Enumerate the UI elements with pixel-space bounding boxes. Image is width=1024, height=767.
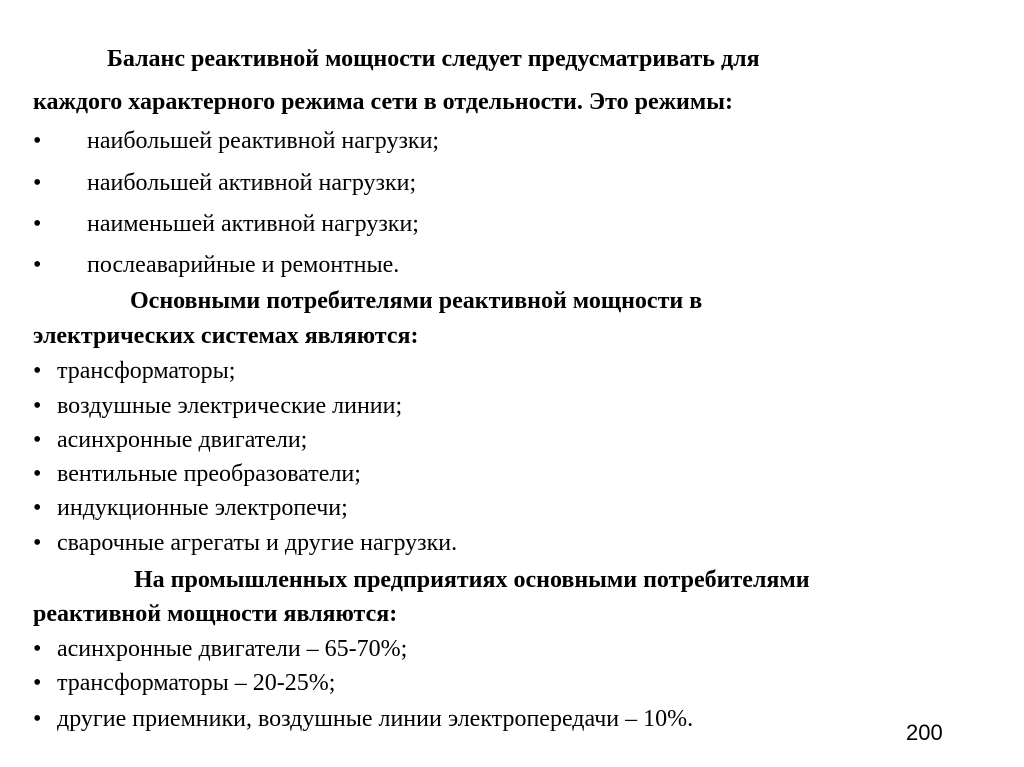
section1-item-2: наибольшей активной нагрузки;: [87, 170, 417, 196]
section2-intro-line2: электрических системах являются:: [33, 323, 419, 349]
section1-bullet-3: •: [33, 211, 42, 237]
section3-bullet-1: •: [33, 636, 42, 662]
section1-item-4: послеаварийные и ремонтные.: [87, 252, 400, 278]
section1-item-1: наибольшей реактивной нагрузки;: [87, 128, 440, 154]
section2-bullet-2: •: [33, 393, 42, 419]
section3-item-1: асинхронные двигатели – 65-70%;: [57, 636, 408, 662]
section1-intro-line2: каждого характерного режима сети в отдельности. Это режимы:: [33, 89, 733, 115]
section2-item-2: воздушные электрические линии;: [57, 393, 403, 419]
section2-item-3: асинхронные двигатели;: [57, 427, 308, 453]
section2-intro-line1: Основными потребителями реактивной мощности в: [130, 288, 703, 314]
section2-item-5: индукционные электропечи;: [57, 495, 348, 521]
section2-item-1: трансформаторы;: [57, 358, 236, 384]
section1-item-3: наименьшей активной нагрузки;: [87, 211, 419, 237]
section2-item-6: сварочные агрегаты и другие нагрузки.: [57, 530, 458, 556]
section2-item-4: вентильные преобразователи;: [57, 461, 361, 487]
page-number: 200: [906, 720, 943, 745]
section1-intro-line1: Баланс реактивной мощности следует предусматривать для: [107, 46, 760, 72]
section2-bullet-4: •: [33, 461, 42, 487]
section3-bullet-2: •: [33, 670, 42, 696]
section3-intro-line1: На промышленных предприятиях основными потребителями: [134, 567, 810, 593]
section2-bullet-3: •: [33, 427, 42, 453]
section3-item-3: другие приемники, воздушные линии электропередачи – 10%.: [57, 706, 694, 732]
section3-item-2: трансформаторы – 20-25%;: [57, 670, 336, 696]
section1-bullet-1: •: [33, 128, 42, 154]
section1-bullet-4: •: [33, 252, 42, 278]
section2-bullet-6: •: [33, 530, 42, 556]
section3-bullet-3: •: [33, 706, 42, 732]
section1-bullet-2: •: [33, 170, 42, 196]
section2-bullet-5: •: [33, 495, 42, 521]
section3-intro-line2: реактивной мощности являются:: [33, 601, 398, 627]
section2-bullet-1: •: [33, 358, 42, 384]
